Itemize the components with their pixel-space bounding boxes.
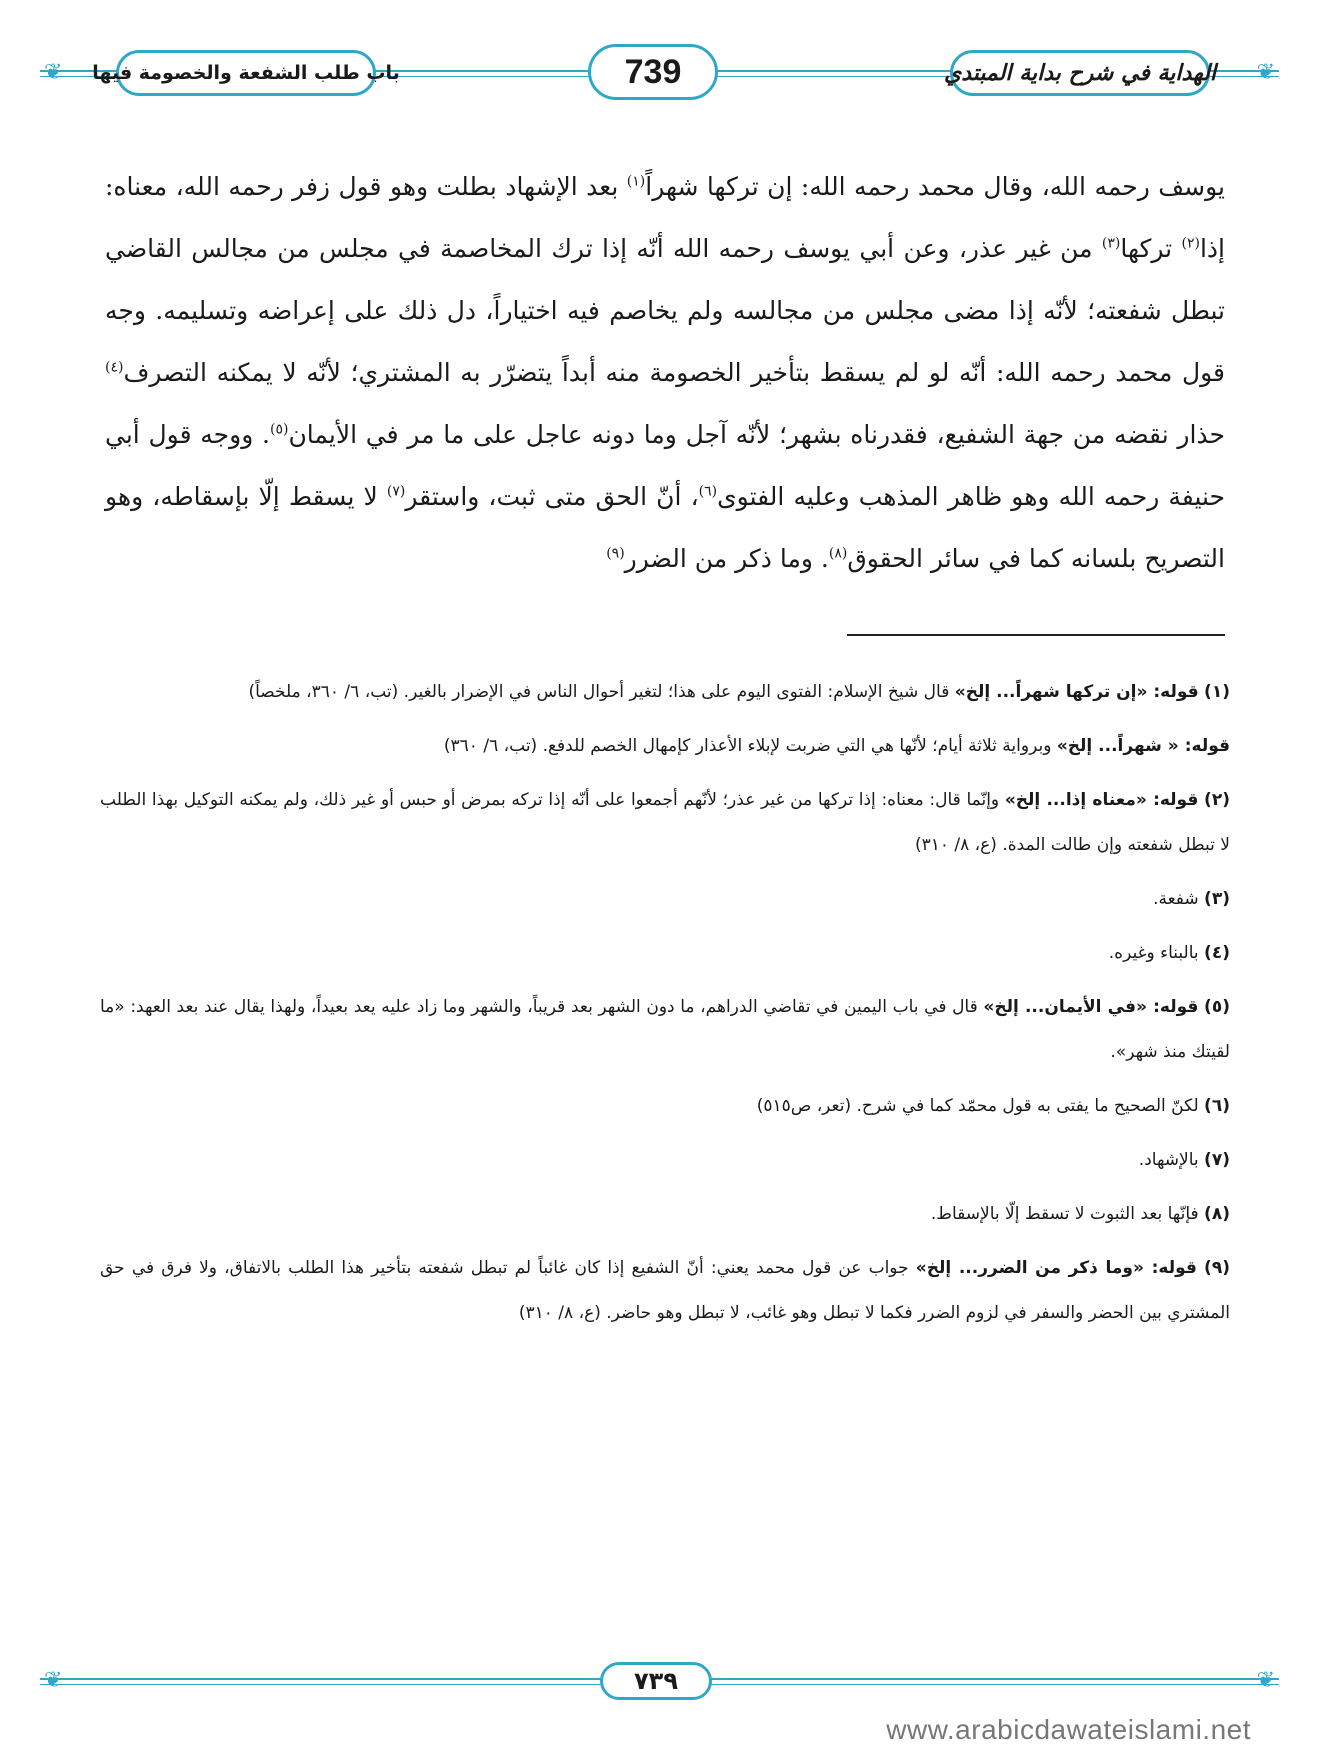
footnote-5 [100,985,1230,1075]
footnote-text: وإنّما قال: معناه: إذا تركها من غير عذر؛ لأنّهم أجمعوا على أنّه إذا تركه بمرض أو حبس أو غير ذلك، ولم يمكنه التوكيل بهذا الطلب لا تبطل شفعته وإن طالت المدة. (ع، ٨/ ٣١٠) [100,790,1230,855]
main-text-segment: تركها [1120,234,1182,263]
footnote-ref[interactable]: (٢) [1181,235,1200,252]
book-title-cartouche [943,50,1217,96]
footnote-ref[interactable]: (٣) [1101,235,1121,252]
footnote-ref[interactable]: (٩) [606,545,625,562]
footnote-7 [100,1138,1230,1183]
footnote-label: قوله: «إن تركها شهراً... إلخ» [954,682,1199,702]
footnote-text: شفعة. [1153,889,1205,909]
footnotes-section [100,670,1230,1345]
left-scroll-ornament-icon: ❦ [44,60,63,85]
page-number-cartouche [588,44,718,100]
main-text-segment: . وما ذكر من الضرر [624,544,829,573]
website-link[interactable]: www.arabicdawateislami.net [886,1714,1251,1745]
footnote-ref[interactable]: (٤) [105,359,124,376]
footnote-1 [100,670,1230,715]
footnote-label: قوله: «في الأيمان... إلخ» [983,997,1199,1017]
footnote-ref[interactable]: (٥) [269,421,289,438]
footnote-text: قال شيخ الإسلام: الفتوى اليوم على هذا؛ لتغير أحوال الناس في الإضرار بالغير. (تب، ٦/ ٣٦٠، ملخصاً) [248,682,955,702]
footnote-1b [100,724,1230,769]
right-scroll-ornament-icon: ❦ [1256,60,1275,85]
footnote-separator [847,634,1225,636]
footnote-text: وبرواية ثلاثة أيام؛ لأنّها هي التي ضربت لإبلاء الأعذار كإمهال الخصم للدفع. (تب، ٦/ ٣٦٠) [443,736,1057,756]
footnote-label: قوله: «وما ذكر من الضرر... إلخ» [915,1258,1197,1278]
footnote-number: (١) [1204,682,1230,702]
footnote-ref[interactable]: (٦) [698,483,718,500]
main-text-segment: من غير عذر، وعن أبي يوسف رحمه الله أنّه إذا ترك المخاصمة في مجلس من مجالس القاضي تبطل شفعته؛ لأنّه إذا مضى مجلس من مجالسه ولم يخاصم فيه اختياراً، دل ذلك على إعراضه وتسليمه. وجه قول محمد رحمه الله: أنّه لو لم يسقط بتأخير الخصومة منه أبداً يتضرّر به المشتري؛ لأنّه لا يمكنه التصرف [105,234,1225,387]
main-text-segment: لا يسقط إلّا بإسقاطه، وهو التصريح بلسانه كما في سائر الحقوق [105,482,1225,573]
footnote-number: (٨) [1204,1204,1230,1224]
footnote-text: بالبناء وغيره. [1108,943,1205,963]
footnote-number: (٣) [1204,889,1230,909]
footnote-text: بالإشهاد. [1138,1150,1205,1170]
footnote-3 [100,877,1230,922]
footnote-number: (٦) [1204,1096,1230,1116]
footnote-4 [100,931,1230,976]
footnote-number: (٤) [1204,943,1230,963]
footer-page-number-cartouche [600,1662,712,1700]
footnote-text: قال في باب اليمين في تقاضي الدراهم، ما دون الشهر بعد قريباً، والشهر وما زاد عليه يعد بعيداً، ولهذا يقال عند بعد العهد: «ما لقيتك منذ شهر». [100,997,1230,1062]
footnote-ref[interactable]: (٧) [386,483,406,500]
main-text-segment: . ووجه قول أبي حنيفة رحمه الله وهو ظاهر المذهب وعليه الفتوى [105,420,1225,511]
footnote-text: جواب عن قول محمد يعني: أنّ الشفيع إذا كان غائباً لم تبطل شفعته بتأخير هذا الطلب بالاتفاق، ولا فرق في حق المشتري بين الحضر والسفر في لزوم الضرر فكما لا تبطل وهو غائب، لا تبطل وهو حاضر. (ع، ٨/ ٣١٠) [100,1258,1230,1323]
footnote-8 [100,1192,1230,1237]
main-text-segment: حذار نقضه من جهة الشفيع، فقدرناه بشهر؛ لأنّه آجل وما دونه عاجل على ما مر في الأيمان [288,420,1226,449]
footnote-text: فإنّها بعد الثبوت لا تسقط إلّا بالإسقاط. [930,1204,1205,1224]
main-text-segment: بعد الإشهاد بطلت وهو قول زفر رحمه الله، معناه: إذا [105,172,1225,263]
footnote-6 [100,1084,1230,1129]
book-title: الهداية في شرح بداية المبتدي [943,60,1217,86]
footer-right-ornament-icon: ❦ [1256,1668,1275,1693]
main-text-segment: يوسف رحمه الله، وقال محمد رحمه الله: إن تركها شهراً [645,172,1225,201]
footnote-2 [100,778,1230,868]
footnote-number: (٩) [1204,1258,1230,1278]
footnote-number: (٥) [1204,997,1230,1017]
footnote-label: قوله: «معناه إذا... إلخ» [1004,790,1199,810]
footnote-number: (٧) [1204,1150,1230,1170]
footnote-ref[interactable]: (١) [626,173,646,190]
chapter-cartouche [92,50,400,96]
main-text-segment: ، أنّ الحق متى ثبت، واستقر [405,482,699,511]
chapter-title: باب طلب الشفعة والخصومة فيها [92,62,400,84]
footnote-label: قوله: « شهراً... إلخ» [1056,736,1230,756]
footer-left-ornament-icon: ❦ [44,1668,63,1693]
main-paragraph [105,156,1225,590]
footnote-9 [100,1246,1230,1336]
footnote-ref[interactable]: (٨) [828,545,848,562]
footnote-number: (٢) [1204,790,1230,810]
footnote-text: لكنّ الصحيح ما يفتى به قول محمّد كما في شرح. (تعر، ص٥١٥) [756,1096,1205,1116]
page-number-top: 739 [624,52,682,91]
page-number-bottom: ٧٣٩ [634,1667,678,1695]
